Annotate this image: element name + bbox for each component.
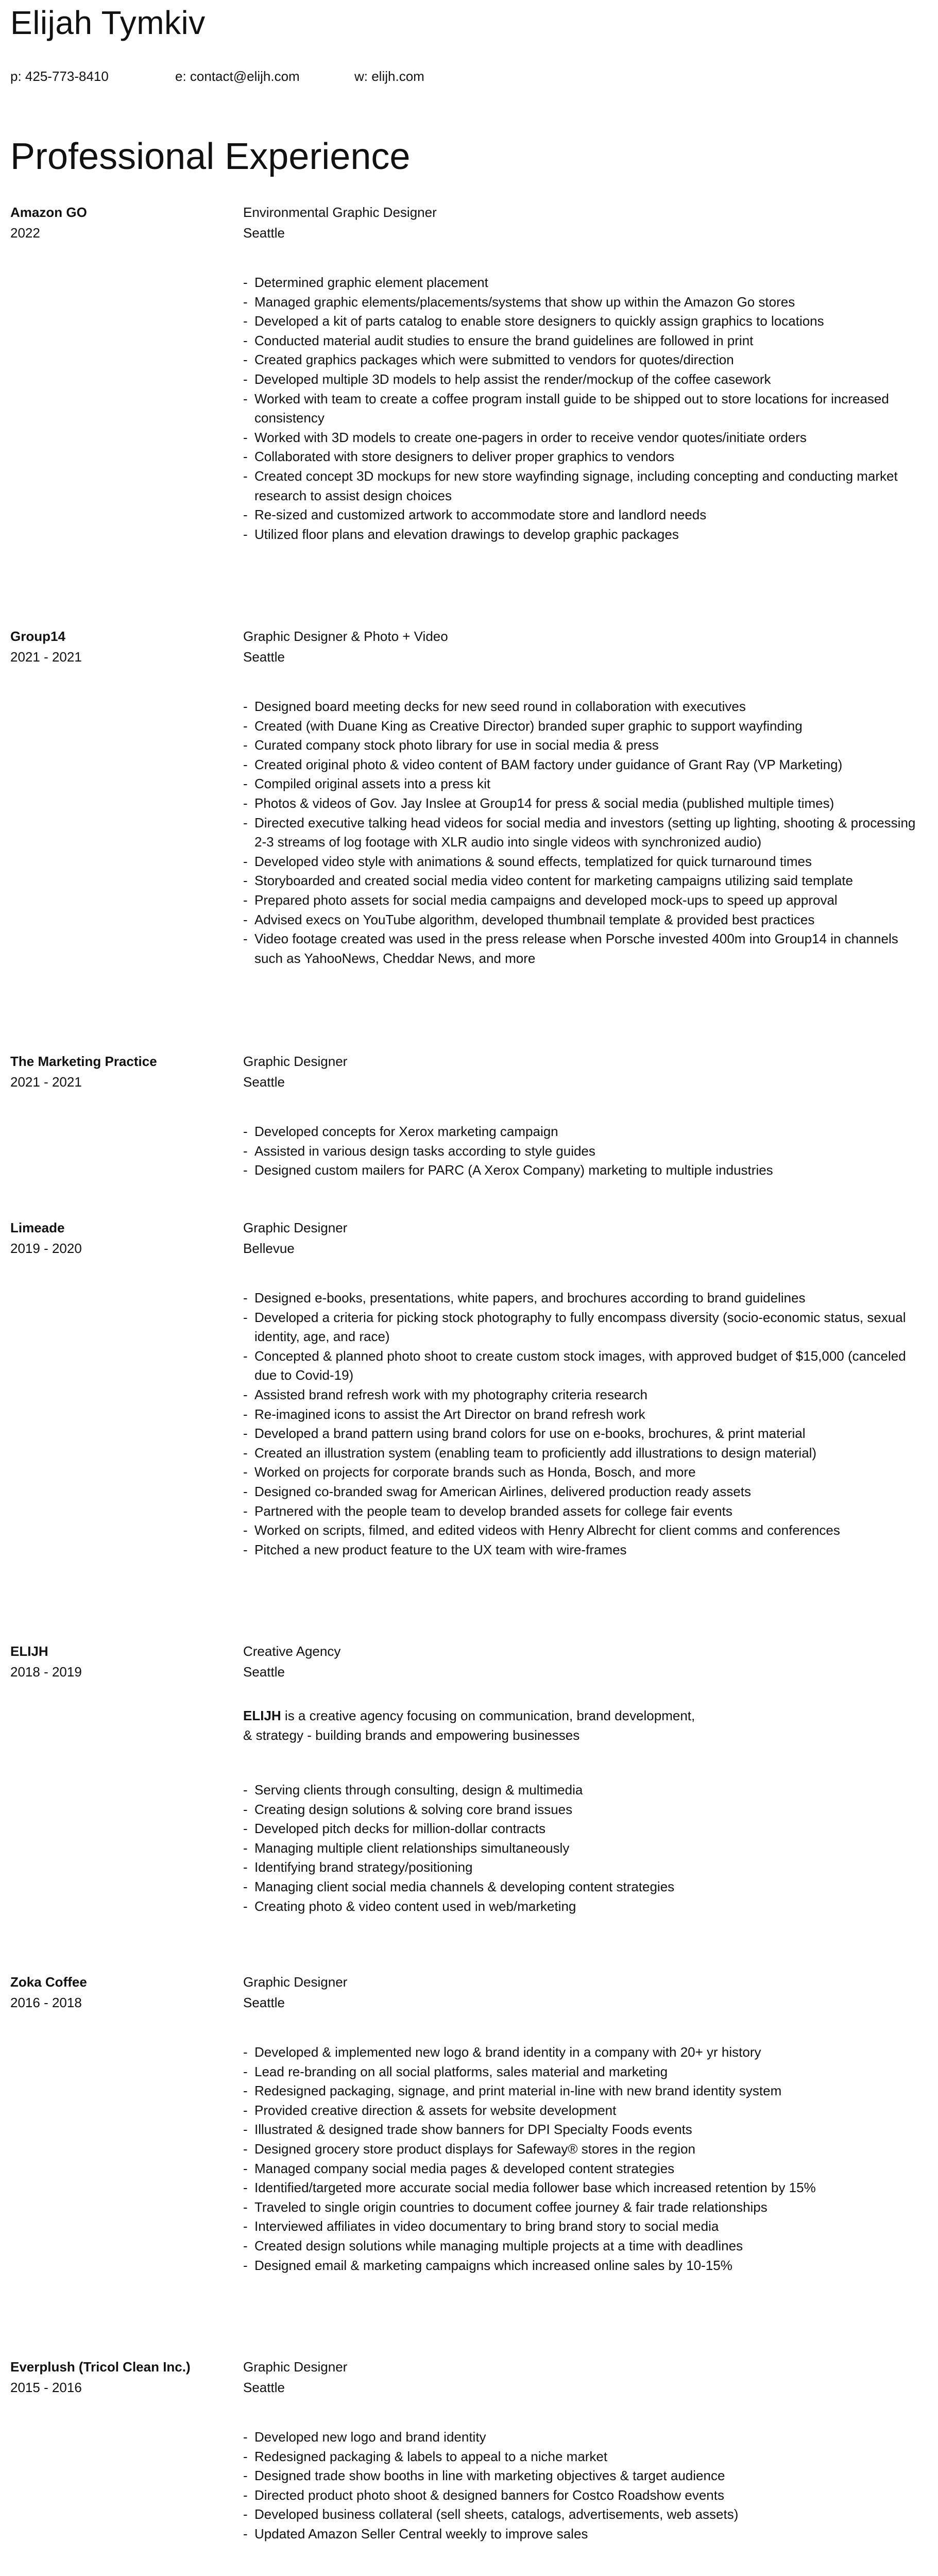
bullet-item: - Developed pitch decks for million-dollar contracts — [243, 1819, 928, 1839]
bullet-item: - Interviewed affiliates in video documentary to bring brand story to social media — [243, 2217, 928, 2236]
bullet-item: - Collaborated with store designers to deliver proper graphics to vendors — [243, 447, 928, 467]
bullet-item: - Developed business collateral (sell sheets, catalogs, advertisements, web assets) — [243, 2505, 928, 2524]
bullet-item: - Creating photo & video content used in web/marketing — [243, 1897, 928, 1917]
bullet-item: - Re-sized and customized artwork to accommodate store and landlord needs — [243, 505, 928, 525]
experience-heading: Professional Experience — [10, 136, 411, 177]
bullet-item: - Managed graphic elements/placements/systems that show up within the Amazon Go stores — [243, 293, 928, 312]
job-title: Graphic Designer — [243, 1220, 348, 1235]
bullet-item: - Illustrated & designed trade show banners for DPI Specialty Foods events — [243, 2120, 928, 2140]
date-range: 2019 - 2020 — [10, 1241, 82, 1256]
company-name: The Marketing Practice — [10, 1054, 157, 1069]
bullet-item: - Designed e-books, presentations, white papers, and brochures according to brand guidelines — [243, 1289, 928, 1308]
date-range: 2015 - 2016 — [10, 2380, 82, 2395]
bullet-list — [243, 1781, 928, 1916]
job-title: Graphic Designer & Photo + Video — [243, 629, 448, 644]
description-line: & strategy - building brands and empowering businesses — [243, 1727, 580, 1743]
date-range: 2021 - 2021 — [10, 649, 82, 665]
bullet-item: - Developed a kit of parts catalog to enable store designers to quickly assign graphics to locations — [243, 312, 928, 331]
bullet-list — [243, 273, 928, 544]
bullet-item: - Designed grocery store product displays for Safeway® stores in the region — [243, 2140, 928, 2159]
email-text: e: contact@elijh.com — [175, 69, 300, 84]
bullet-item: - Directed executive talking head videos for social media and investors (setting up lighting, shooting & processing 2-3 streams of log footage with XLR audio into single videos with synchronized audio) — [243, 814, 928, 852]
bullet-item: - Developed & implemented new logo & brand identity in a company with 20+ yr history — [243, 2043, 928, 2062]
bullet-item: - Created (with Duane King as Creative Director) branded super graphic to support wayfinding — [243, 717, 928, 736]
job-location: Bellevue — [243, 1241, 295, 1256]
bullet-list — [243, 2043, 928, 2275]
date-range: 2022 — [10, 225, 40, 241]
bullet-item: - Developed new logo and brand identity — [243, 2428, 928, 2447]
bullet-item: - Created an illustration system (enabling team to proficiently add illustrations to design material) — [243, 1444, 928, 1463]
job-title: Environmental Graphic Designer — [243, 205, 437, 220]
agency-name: ELIJH — [243, 1708, 281, 1723]
bullet-item: - Directed product photo shoot & designed banners for Costco Roadshow events — [243, 2486, 928, 2505]
bullet-item: - Designed board meeting decks for new seed round in collaboration with executives — [243, 697, 928, 717]
job-title: Graphic Designer — [243, 1054, 348, 1069]
bullet-item: - Worked with 3D models to create one-pagers in order to receive vendor quotes/initiate orders — [243, 428, 928, 448]
bullet-item: - Identifying brand strategy/positioning — [243, 1858, 928, 1877]
website-text: w: elijh.com — [354, 69, 424, 84]
person-name: Elijah Tymkiv — [10, 4, 206, 41]
agency-description — [243, 1706, 913, 1745]
bullet-item: - Managing multiple client relationships simultaneously — [243, 1839, 928, 1858]
bullet-item: - Worked on projects for corporate brands such as Honda, Bosch, and more — [243, 1463, 928, 1482]
bullet-item: - Determined graphic element placement — [243, 273, 928, 293]
bullet-item: - Redesigned packaging & labels to appeal to a niche market — [243, 2447, 928, 2467]
company-name: ELIJH — [10, 1643, 48, 1659]
bullet-item: - Worked on scripts, filmed, and edited videos with Henry Albrecht for client comms and conferences — [243, 1521, 928, 1540]
job-title: Creative Agency — [243, 1643, 341, 1659]
bullet-list — [243, 2428, 928, 2544]
bullet-item: - Managing client social media channels & developing content strategies — [243, 1877, 928, 1897]
bullet-item: - Utilized floor plans and elevation drawings to develop graphic packages — [243, 525, 928, 545]
job-title: Graphic Designer — [243, 1974, 348, 1990]
bullet-item: - Designed custom mailers for PARC (A Xerox Company) marketing to multiple industries — [243, 1161, 928, 1180]
phone-text: p: 425-773-8410 — [10, 69, 109, 84]
bullet-item: - Serving clients through consulting, design & multimedia — [243, 1781, 928, 1800]
bullet-item: - Worked with team to create a coffee program install guide to be shipped out to store locations for increased consistency — [243, 389, 928, 428]
bullet-item: - Compiled original assets into a press kit — [243, 774, 928, 794]
job-location: Seattle — [243, 649, 285, 665]
date-range: 2021 - 2021 — [10, 1074, 82, 1090]
bullet-item: - Creating design solutions & solving core brand issues — [243, 1800, 928, 1820]
bullet-item: - Traveled to single origin countries to document coffee journey & fair trade relationships — [243, 2198, 928, 2217]
bullet-item: - Provided creative direction & assets for website development — [243, 2101, 928, 2121]
bullet-item: - Photos & videos of Gov. Jay Inslee at Group14 for press & social media (published multiple times) — [243, 794, 928, 814]
job-title: Graphic Designer — [243, 2359, 348, 2375]
bullet-item: - Storyboarded and created social media video content for marketing campaigns utilizing said template — [243, 871, 928, 891]
bullet-item: - Developed video style with animations & sound effects, templatized for quick turnaround times — [243, 852, 928, 872]
job-location: Seattle — [243, 1664, 285, 1680]
description-line: is a creative agency focusing on communication, brand development, — [281, 1708, 695, 1723]
bullet-item: - Created original photo & video content of BAM factory under guidance of Grant Ray (VP Marketing) — [243, 755, 928, 775]
bullet-item: - Designed co-branded swag for American Airlines, delivered production ready assets — [243, 1482, 928, 1502]
company-name: Group14 — [10, 629, 65, 644]
bullet-item: - Developed a criteria for picking stock photography to fully encompass diversity (socio-economic status, sexual identity, age, and race) — [243, 1308, 928, 1347]
bullet-item: - Lead re-branding on all social platforms, sales material and marketing — [243, 2062, 928, 2082]
job-location: Seattle — [243, 225, 285, 241]
company-name: Amazon GO — [10, 205, 87, 220]
bullet-item: - Partnered with the people team to develop branded assets for college fair events — [243, 1502, 928, 1521]
company-name: Zoka Coffee — [10, 1974, 87, 1990]
bullet-item: - Designed email & marketing campaigns which increased online sales by 10-15% — [243, 2256, 928, 2276]
bullet-item: - Curated company stock photo library for use in social media & press — [243, 736, 928, 755]
bullet-item: - Prepared photo assets for social media campaigns and developed mock-ups to speed up approval — [243, 891, 928, 910]
bullet-item: - Developed concepts for Xerox marketing campaign — [243, 1122, 928, 1142]
company-name: Limeade — [10, 1220, 65, 1235]
bullet-list — [243, 697, 928, 968]
bullet-item: - Assisted brand refresh work with my photography criteria research — [243, 1385, 928, 1405]
company-name: Everplush (Tricol Clean Inc.) — [10, 2359, 191, 2375]
bullet-item: - Re-imagined icons to assist the Art Director on brand refresh work — [243, 1405, 928, 1425]
bullet-list — [243, 1289, 928, 1560]
job-location: Seattle — [243, 1074, 285, 1090]
bullet-item: - Managed company social media pages & developed content strategies — [243, 2159, 928, 2179]
bullet-item: - Developed a brand pattern using brand colors for use on e-books, brochures, & print material — [243, 1424, 928, 1444]
bullet-item: - Redesigned packaging, signage, and print material in-line with new brand identity system — [243, 2081, 928, 2101]
bullet-item: - Developed multiple 3D models to help assist the render/mockup of the coffee casework — [243, 370, 928, 389]
bullet-item: - Created design solutions while managing multiple projects at a time with deadlines — [243, 2236, 928, 2256]
bullet-item: - Concepted & planned photo shoot to create custom stock images, with approved budget of $15,000 (canceled due to Covid-19) — [243, 1347, 928, 1385]
bullet-list — [243, 1122, 928, 1180]
bullet-item: - Created concept 3D mockups for new store wayfinding signage, including concepting and conducting market research to assist design choices — [243, 467, 928, 505]
job-location: Seattle — [243, 2380, 285, 2395]
bullet-item: - Created graphics packages which were submitted to vendors for quotes/direction — [243, 350, 928, 370]
bullet-item: - Advised execs on YouTube algorithm, developed thumbnail template & provided best practices — [243, 910, 928, 930]
bullet-item: - Identified/targeted more accurate social media follower base which increased retention by 15% — [243, 2178, 928, 2198]
bullet-item: - Updated Amazon Seller Central weekly to improve sales — [243, 2524, 928, 2544]
date-range: 2018 - 2019 — [10, 1664, 82, 1680]
bullet-item: - Conducted material audit studies to ensure the brand guidelines are followed in print — [243, 331, 928, 351]
date-range: 2016 - 2018 — [10, 1995, 82, 2010]
bullet-item: - Video footage created was used in the press release when Porsche invested 400m into Group14 in channels such as YahooNews, Cheddar News, and more — [243, 929, 928, 968]
bullet-item: - Designed trade show booths in line with marketing objectives & target audience — [243, 2466, 928, 2486]
job-location: Seattle — [243, 1995, 285, 2010]
bullet-item: - Assisted in various design tasks according to style guides — [243, 1142, 928, 1161]
bullet-item: - Pitched a new product feature to the UX team with wire-frames — [243, 1540, 928, 1560]
